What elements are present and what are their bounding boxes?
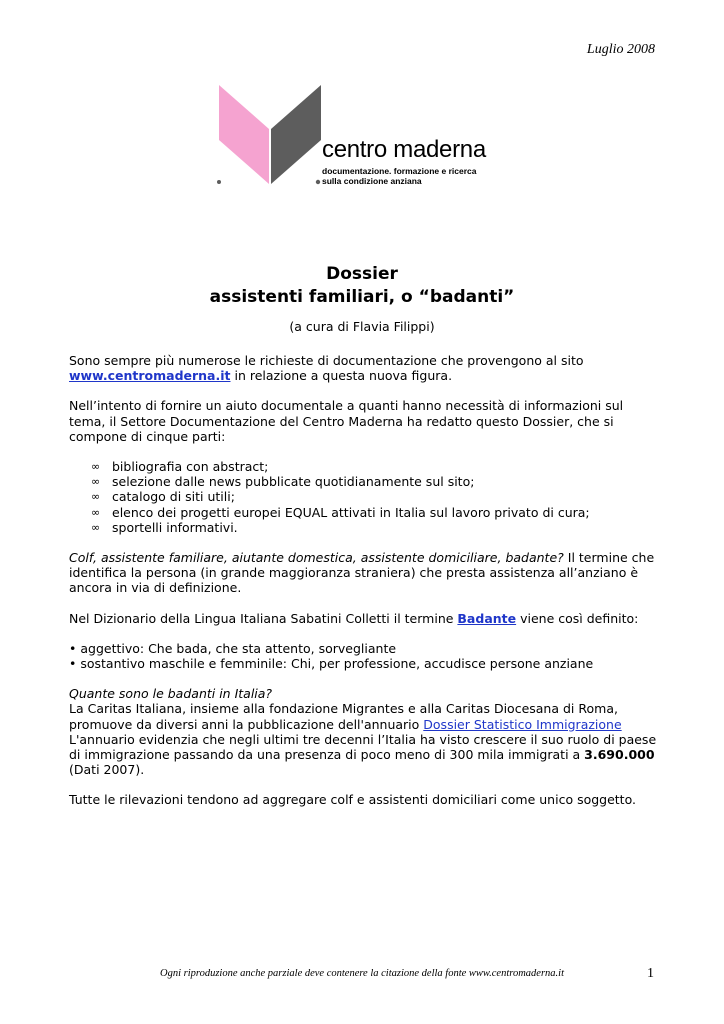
meanings-list [69, 641, 659, 671]
logo-tagline [322, 166, 476, 186]
dictionary-paragraph [69, 611, 659, 626]
infinity-bullet-icon: ∞ [91, 475, 101, 489]
list-item: • sostantivo maschile e femminile: Chi, per professione, accudisce persone anziane [69, 656, 594, 672]
infinity-bullet-icon: ∞ [91, 460, 101, 474]
badante-link[interactable]: Badante [457, 610, 517, 626]
logo-graphic [214, 84, 324, 188]
site-link[interactable]: www.centromaderna.it [69, 368, 231, 384]
definition-paragraph [69, 550, 659, 596]
infinity-bullet-icon: ∞ [91, 505, 101, 519]
closing-paragraph: Tutte le rilevazioni tendono ad aggregare colf e assistenti domiciliari come unico soggetto. [69, 792, 636, 808]
definition-text: Il termine che identifica la persona (in grande maggioranza straniera) che presta assistenza all’anziano è ancora in via di definizione. [69, 550, 655, 596]
logo-pink-panel [219, 85, 269, 184]
list-item [91, 474, 659, 489]
list-item-text: sportelli informativi. [112, 519, 238, 535]
infinity-bullet-icon: ∞ [91, 520, 101, 534]
list-item-text: elenco dei progetti europei EQUAL attivati in Italia sul lavoro privato di cura; [112, 504, 590, 520]
caritas-text: La Caritas Italiana, insieme alla fondazione Migrantes e alla Caritas Diocesana di Roma, promuove da diversi anni la pubblicazione dell'annuario [69, 701, 618, 732]
list-item-text: catalogo di siti utili; [112, 489, 235, 505]
document-subtitle: assistenti familiari, o “badanti” [209, 287, 515, 307]
list-item [91, 520, 659, 535]
footer-note: Ogni riproduzione anche parziale deve contenere la citazione della fonte www.centromaderna.it [160, 968, 564, 979]
list-item [91, 489, 659, 504]
document-date: Luglio 2008 [586, 42, 655, 57]
purpose-paragraph: Nell’intento di fornire un aiuto documentale a quanti hanno necessità di informazioni sul tema, il Settore Documentazione del Centro Maderna ha redatto questo Dossier, che si compone di cinque parti: [69, 398, 624, 444]
list-item-text: selezione dalle news pubblicate quotidianamente sul sito; [112, 474, 475, 490]
dossier-link[interactable]: Dossier Statistico Immigrazione [423, 716, 622, 732]
data-year: (Dati 2007). [69, 762, 145, 778]
list-item [91, 505, 659, 520]
statistics-paragraph [69, 686, 659, 777]
document-body [69, 353, 659, 823]
list-item: • aggettivo: Che bada, che sta attento, sorvegliante [69, 640, 397, 656]
logo-gray-panel [271, 85, 321, 184]
list-item-text: bibliografia con abstract; [112, 459, 269, 475]
logo-dot-left [217, 180, 221, 184]
logo-tagline-line: sulla condizione anziana [322, 176, 422, 186]
logo-tagline-line: documentazione. formazione e ricerca [322, 166, 477, 176]
parts-list [69, 459, 659, 535]
intro-paragraph [69, 353, 659, 383]
list-item [91, 459, 659, 474]
immigrants-figure: 3.690.000 [584, 747, 655, 763]
document-title: Dossier [326, 264, 398, 284]
curator-line: (a cura di Flavia Filippi) [289, 319, 435, 334]
definition-question: Colf, assistente familiare, aiutante domestica, assistente domiciliare, badante? [69, 550, 564, 566]
dictionary-text: Nel Dizionario della Lingua Italiana Sabatini Colletti il termine [69, 610, 458, 626]
infinity-bullet-icon: ∞ [91, 490, 101, 504]
intro-text: Sono sempre più numerose le richieste di documentazione che provengono al sito [69, 353, 584, 368]
question-heading: Quante sono le badanti in Italia? [69, 686, 273, 702]
intro-text-end: in relazione a questa nuova figura. [230, 368, 453, 384]
annuario-text: L'annuario evidenzia che negli ultimi tre decenni l’Italia ha visto crescere il suo ruolo di paese di immigrazione passando da una presenza di poco meno di 300 mila immigrati a [69, 731, 657, 763]
logo-name: centro maderna [322, 136, 486, 163]
page-number: 1 [647, 966, 654, 981]
logo-dot-right [316, 180, 320, 184]
dictionary-text-end: viene così definito: [516, 610, 639, 626]
